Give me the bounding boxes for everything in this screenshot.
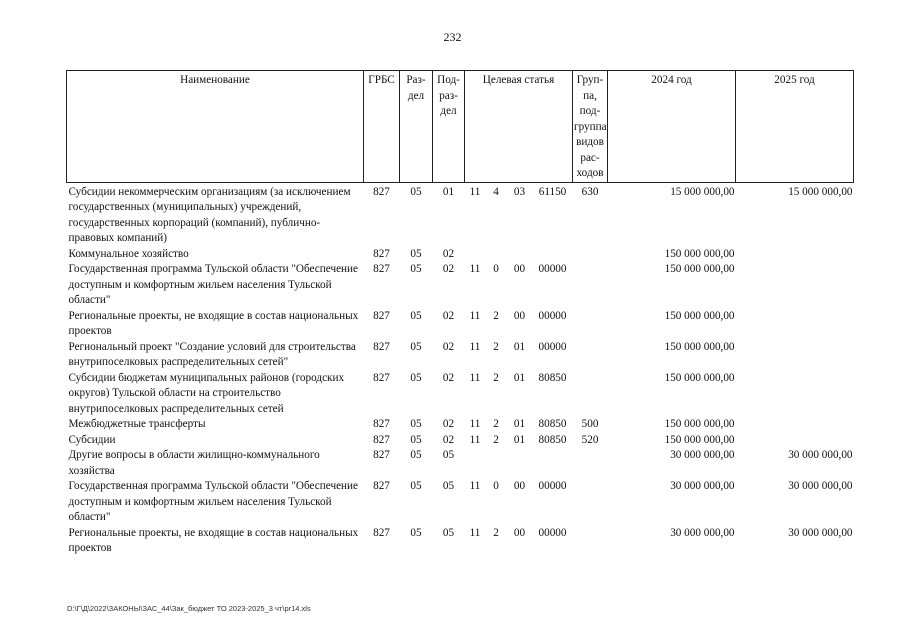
row-target-part-3: 00 xyxy=(513,263,526,275)
table-row xyxy=(67,371,854,418)
row-name: Другие вопросы в области жилищно-коммунального хозяйства xyxy=(68,449,320,477)
row-target-part-1 xyxy=(465,448,486,479)
row-target-part-2: 2 xyxy=(493,309,499,322)
row-grbs: 827 xyxy=(373,433,390,446)
row-amount-2025: 30 000 000,00 xyxy=(788,480,853,492)
row-razdel: 05 xyxy=(410,185,422,198)
row-name: Субсидии бюджетам муниципальных районов (городских округов) Тульской области на строительство внутрипоселковых распределительных сетей xyxy=(68,371,345,415)
row-target-part-4: 00000 xyxy=(538,480,567,492)
row-expense-group xyxy=(573,526,608,557)
row-podrazdel: 02 xyxy=(442,340,455,353)
row-amount-2025: 30 000 000,00 xyxy=(788,526,853,539)
row-podrazdel: 02 xyxy=(442,309,455,322)
row-target-part-4: 80850 xyxy=(538,371,567,384)
row-expense-group xyxy=(573,309,608,340)
row-amount-2024: 150 000 000,00 xyxy=(664,263,735,275)
row-podrazdel: 02 xyxy=(442,418,455,430)
table-header-row xyxy=(67,71,854,183)
row-amount-2024: 30 000 000,00 xyxy=(670,526,735,539)
row-target-part-3: 00 xyxy=(513,526,526,539)
row-expense-group xyxy=(573,340,608,371)
row-target-part-2: 0 xyxy=(493,480,499,492)
row-target-part-2: 2 xyxy=(493,371,499,384)
row-target-part-1: 11 xyxy=(469,433,481,446)
row-expense-group: 500 xyxy=(581,418,599,430)
row-amount-2025 xyxy=(736,371,854,418)
row-podrazdel: 05 xyxy=(442,480,455,492)
row-expense-group xyxy=(573,262,608,309)
row-target-part-3: 01 xyxy=(513,371,526,384)
footer-file-path: D:\Г\Д\2022\ЗАКОНЫ\ЗАС_44\Зак_бюджет ТО 2023-2025_3 чт\pr14.xls xyxy=(67,604,311,613)
row-razdel: 05 xyxy=(410,480,422,492)
row-amount-2024: 150 000 000,00 xyxy=(664,340,735,353)
row-target-part-1: 11 xyxy=(469,418,481,430)
row-podrazdel: 02 xyxy=(442,371,455,384)
row-razdel: 05 xyxy=(410,449,422,461)
row-amount-2024: 15 000 000,00 xyxy=(670,185,735,198)
row-grbs: 827 xyxy=(373,449,390,461)
table-row xyxy=(67,247,854,263)
row-amount-2024: 30 000 000,00 xyxy=(670,449,735,461)
row-podrazdel: 02 xyxy=(442,263,455,275)
row-target-part-2: 2 xyxy=(493,433,499,446)
row-expense-group xyxy=(573,371,608,418)
row-name: Региональные проекты, не входящие в состав национальных проектов xyxy=(68,526,359,554)
row-target-part-3: 00 xyxy=(513,309,526,322)
row-podrazdel: 05 xyxy=(442,526,455,539)
row-target-part-2 xyxy=(486,448,507,479)
row-target-part-4: 80850 xyxy=(538,418,567,430)
row-expense-group xyxy=(573,247,608,263)
row-target-part-1: 11 xyxy=(469,309,481,322)
row-target-part-3: 03 xyxy=(513,185,526,198)
row-razdel: 05 xyxy=(410,371,422,384)
row-expense-group: 520 xyxy=(581,433,599,446)
table-row xyxy=(67,433,854,449)
table-row xyxy=(67,526,854,557)
row-target-part-1: 11 xyxy=(469,185,481,198)
row-amount-2024: 150 000 000,00 xyxy=(664,247,735,260)
table-body xyxy=(67,182,854,557)
row-target-part-3 xyxy=(507,448,533,479)
header-expense-group: Груп-па, под-группа видов рас-ходов xyxy=(573,71,608,183)
header-year-2024: 2024 год xyxy=(608,71,736,183)
table-row xyxy=(67,448,854,479)
row-target-part-3: 01 xyxy=(513,433,526,446)
row-target-part-4: 00000 xyxy=(538,526,567,539)
row-name: Межбюджетные трансферты xyxy=(68,418,206,430)
row-target-part-2: 4 xyxy=(493,185,499,198)
row-grbs: 827 xyxy=(373,309,390,322)
header-year-2025: 2025 год xyxy=(736,71,854,183)
row-target-part-4: 80850 xyxy=(538,433,567,446)
row-razdel: 05 xyxy=(410,526,422,539)
row-name: Региональные проекты, не входящие в состав национальных проектов xyxy=(68,309,359,337)
header-name: Наименование xyxy=(67,71,364,183)
row-grbs: 827 xyxy=(373,185,390,198)
row-grbs: 827 xyxy=(373,418,390,430)
row-amount-2025 xyxy=(736,309,854,340)
row-amount-2024: 150 000 000,00 xyxy=(664,433,735,446)
row-amount-2024: 30 000 000,00 xyxy=(670,480,735,492)
page-number: 232 xyxy=(443,30,462,44)
row-grbs: 827 xyxy=(373,263,390,275)
row-target-part-4: 00000 xyxy=(538,263,567,275)
row-podrazdel: 01 xyxy=(442,185,455,198)
row-target-part-2: 0 xyxy=(493,263,499,275)
header-target-article: Целевая статья xyxy=(465,71,573,183)
row-podrazdel: 02 xyxy=(442,247,455,260)
row-expense-group xyxy=(573,448,608,479)
row-amount-2025: 30 000 000,00 xyxy=(788,449,853,461)
table-row xyxy=(67,309,854,340)
table-row xyxy=(67,340,854,371)
row-target-part-2: 2 xyxy=(493,526,499,539)
row-target-part-1: 11 xyxy=(469,526,481,539)
row-name: Региональный проект "Создание условий для строительства внутрипоселковых распределительных сетей" xyxy=(68,340,356,368)
row-expense-group: 630 xyxy=(581,185,599,198)
row-amount-2025 xyxy=(736,262,854,309)
row-target-part-4: 00000 xyxy=(538,309,567,322)
row-grbs: 827 xyxy=(373,247,390,260)
row-amount-2024: 150 000 000,00 xyxy=(664,309,735,322)
row-amount-2025: 15 000 000,00 xyxy=(788,185,853,198)
row-target-part-3: 01 xyxy=(513,418,526,430)
row-grbs: 827 xyxy=(373,340,390,353)
row-grbs: 827 xyxy=(373,371,390,384)
table-row xyxy=(67,479,854,526)
row-grbs: 827 xyxy=(373,480,390,492)
row-target-part-1: 11 xyxy=(469,480,481,492)
row-name: Коммунальное хозяйство xyxy=(68,247,189,260)
row-amount-2025 xyxy=(736,247,854,263)
row-target-part-2 xyxy=(486,247,507,263)
row-podrazdel: 05 xyxy=(442,449,455,461)
row-name: Субсидии некоммерческим организациям (за исключением государственных (муниципальных) учреждений, государственных корпораций (компаний), публично-правовых компаний) xyxy=(68,185,351,244)
row-podrazdel: 02 xyxy=(442,433,455,446)
row-razdel: 05 xyxy=(410,418,422,430)
row-amount-2025 xyxy=(736,417,854,433)
header-razdel: Раз-дел xyxy=(400,71,433,183)
row-target-part-4 xyxy=(533,448,573,479)
row-razdel: 05 xyxy=(410,247,422,260)
header-podrazdel: Под-раз-дел xyxy=(433,71,465,183)
row-name: Субсидии xyxy=(68,433,116,446)
row-target-part-4: 00000 xyxy=(538,340,567,353)
budget-table xyxy=(66,70,854,557)
row-target-part-2: 2 xyxy=(493,340,499,353)
table-row xyxy=(67,262,854,309)
row-name: Государственная программа Тульской области "Обеспечение доступным и комфортным жильем населения Тульской области" xyxy=(68,263,358,306)
row-name: Государственная программа Тульской области "Обеспечение доступным и комфортным жильем населения Тульской области" xyxy=(68,480,358,523)
table-row xyxy=(67,182,854,247)
row-target-part-1: 11 xyxy=(469,263,481,275)
row-amount-2024: 150 000 000,00 xyxy=(664,371,735,384)
row-target-part-4 xyxy=(533,247,573,263)
row-target-part-1: 11 xyxy=(469,371,481,384)
row-amount-2024: 150 000 000,00 xyxy=(664,418,735,430)
row-target-part-2: 2 xyxy=(493,418,499,430)
row-target-part-3: 00 xyxy=(513,480,526,492)
row-razdel: 05 xyxy=(410,433,422,446)
table-row xyxy=(67,417,854,433)
row-razdel: 05 xyxy=(410,340,422,353)
row-grbs: 827 xyxy=(373,526,390,539)
row-target-part-1 xyxy=(465,247,486,263)
row-target-part-3: 01 xyxy=(513,340,526,353)
row-target-part-1: 11 xyxy=(469,340,481,353)
row-razdel: 05 xyxy=(410,309,422,322)
row-expense-group xyxy=(573,479,608,526)
header-grbs: ГРБС xyxy=(364,71,400,183)
row-razdel: 05 xyxy=(410,263,422,275)
row-target-part-3 xyxy=(507,247,533,263)
row-amount-2025 xyxy=(736,433,854,449)
row-target-part-4: 61150 xyxy=(538,185,567,198)
row-amount-2025 xyxy=(736,340,854,371)
